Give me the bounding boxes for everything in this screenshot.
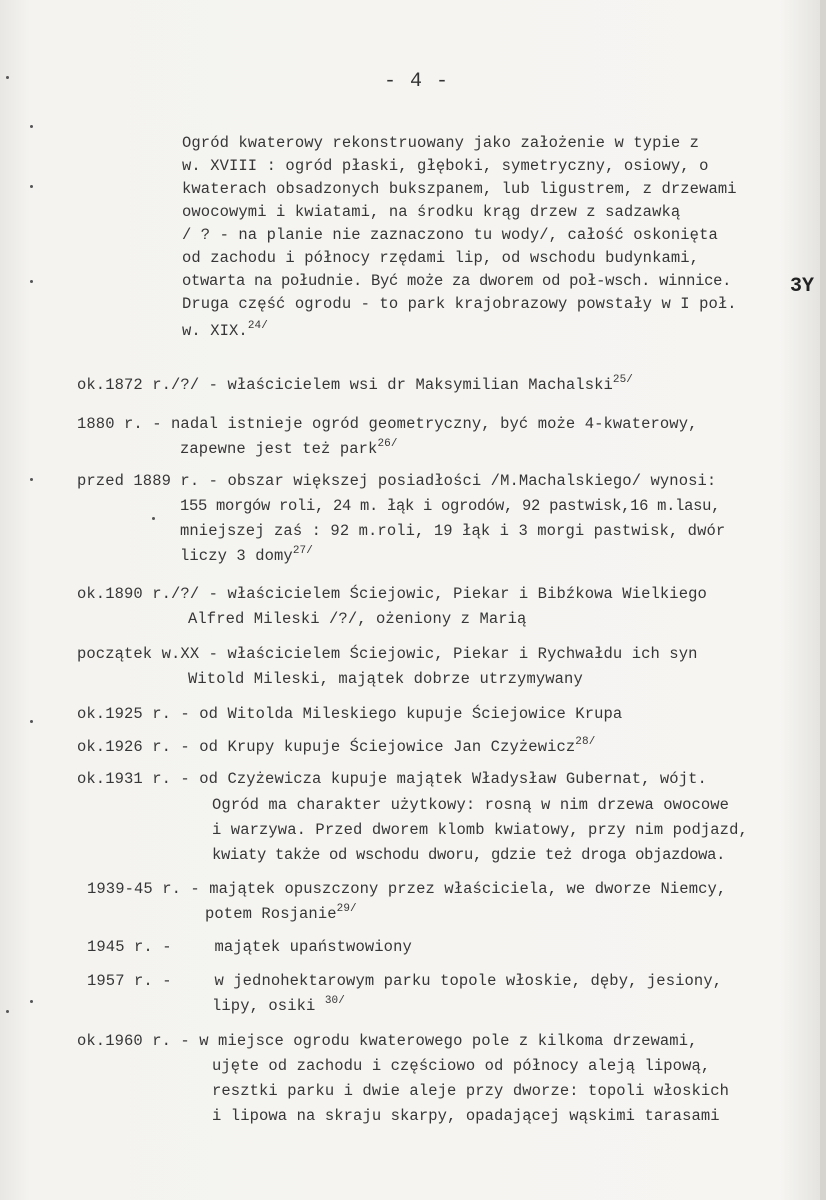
entry-date: ok.1926 r. - [77, 738, 190, 756]
scan-speck [30, 1000, 33, 1003]
scan-speck [152, 517, 155, 520]
footnote-ref: 27/ [292, 545, 313, 557]
entry-text: obszar większej posiadłości /M.Machalskiego/ wynosi: [227, 472, 717, 490]
footnote-ref: 28/ [575, 736, 596, 748]
chronology-entry [77, 376, 633, 394]
entry-text: właścicielem Ściejowic, Piekar i Bibźkowa Wielkiego [227, 585, 707, 603]
footnote-ref: 24/ [247, 320, 268, 332]
page-edge-shadow [820, 0, 826, 1200]
entry-text: lipy, osiki [212, 997, 316, 1015]
intro-line: w. XVIII : ogród płaski, głęboki, symetryczny, osiowy, o [182, 157, 709, 175]
entry-date: ok.1960 r. - [77, 1032, 190, 1050]
entry-text: majątek opuszczony przez właściciela, we dworze Niemcy, [209, 880, 727, 898]
page-number: - 4 - [384, 70, 450, 93]
intro-line: kwaterach obsadzonych bukszpanem, lub ligustrem, z drzewami [182, 180, 737, 198]
entry-text: potem Rosjanie [205, 905, 337, 923]
entry-date: początek w.XX - [77, 645, 219, 663]
chronology-entry [87, 880, 726, 898]
entry-text-continuation: i warzywa. Przed dworem klomb kwiatowy, przy nim podjazd, [212, 821, 748, 839]
entry-text-continuation [180, 440, 398, 458]
entry-text-continuation: 155 morgów roli, 24 m. łąk i ogrodów, 92 pastwisk,16 m.lasu, [180, 497, 721, 515]
scan-speck [30, 478, 33, 481]
entry-date: ok.1872 r./?/ - [77, 376, 219, 394]
entry-text: od Czyżewicza kupuje majątek Władysław Gubernat, wójt. [199, 770, 707, 788]
scan-speck [6, 1010, 9, 1013]
intro-last-text: w. XIX. [182, 322, 248, 340]
entry-text: w miejsce ogrodu kwaterowego pole z kilkoma drzewami, [199, 1032, 698, 1050]
chronology-entry [77, 705, 622, 723]
footnote-ref: 30/ [324, 995, 345, 1007]
entry-text: liczy 3 domy [180, 547, 293, 565]
intro-line: / ? - na planie nie zaznaczono tu wody/, całość oskonięta [182, 226, 718, 244]
footnote-ref: 25/ [612, 374, 634, 386]
chronology-entry [87, 938, 412, 956]
entry-text-continuation: Alfred Mileski /?/, ożeniony z Marią [188, 610, 527, 628]
entry-date: ok.1925 r. - [77, 705, 190, 723]
entry-text-continuation: ujęte od zachodu i częściowo od północy aleją lipową, [212, 1057, 711, 1075]
entry-text: w jednohektarowym parku topole włoskie, dęby, jesiony, [214, 972, 723, 990]
entry-text: właścicielem Ściejowic, Piekar i Rychwałdu ich syn [227, 645, 698, 663]
entry-date: 1880 r. - [77, 415, 162, 433]
entry-text-continuation [205, 905, 357, 923]
chronology-entry [77, 738, 595, 756]
intro-line: Druga część ogrodu - to park krajobrazowy powstały w I poł. [182, 295, 737, 313]
entry-text: od Krupy kupuje Ściejowice Jan Czyżewicz [199, 738, 576, 756]
entry-text: nadal istnieje ogród geometryczny, być może 4-kwaterowy, [171, 415, 698, 433]
entry-text: zapewne jest też park [180, 440, 378, 458]
chronology-entry [77, 585, 707, 603]
intro-line: otwarta na południe. Być może za dworem od poł-wsch. winnice. [182, 272, 732, 290]
intro-line [182, 322, 268, 340]
chronology-entry [87, 972, 722, 990]
entry-text-continuation [180, 547, 313, 565]
scan-speck [30, 280, 33, 283]
entry-date: 1939-45 r. - [87, 880, 200, 898]
entry-date: 1945 r. - [87, 938, 172, 956]
chronology-entry [77, 472, 716, 490]
entry-date: ok.1931 r. - [77, 770, 190, 788]
chronology-entry [77, 770, 707, 788]
entry-text: majątek upaństwowiony [214, 938, 412, 956]
entry-text-continuation: mniejszej zaś : 92 m.roli, 19 łąk i 3 morgi pastwisk, dwór [180, 522, 726, 540]
chronology-entry [77, 1032, 698, 1050]
entry-date: przed 1889 r. - [77, 472, 219, 490]
margin-annotation: 3Y [790, 275, 815, 298]
entry-text: od Witolda Mileskiego kupuje Ściejowice Krupa [199, 705, 623, 723]
entry-text-continuation: Witold Mileski, majątek dobrze utrzymywany [188, 670, 583, 688]
intro-line: Ogród kwaterowy rekonstruowany jako założenie w typie z [182, 134, 700, 152]
entry-text: właścicielem wsi dr Maksymilian Machalski [227, 376, 613, 394]
entry-text-continuation: resztki parku i dwie aleje przy dworze: topoli włoskich [212, 1082, 730, 1100]
entry-text-continuation [212, 997, 345, 1015]
scan-speck [30, 125, 33, 128]
scan-speck [30, 185, 33, 188]
scan-speck [6, 76, 9, 79]
entry-date: 1957 r. - [87, 972, 172, 990]
footnote-ref: 26/ [377, 438, 398, 450]
scan-speck [30, 720, 33, 723]
intro-line: owocowymi i kwiatami, na środku krąg drzew z sadzawką [182, 203, 681, 221]
entry-date: ok.1890 r./?/ - [77, 585, 219, 603]
entry-text-continuation: kwiaty także od wschodu dworu, gdzie też droga objazdowa. [212, 846, 726, 864]
intro-line: od zachodu i północy rzędami lip, od wschodu budynkami, [182, 249, 700, 267]
footnote-ref: 29/ [336, 903, 357, 915]
entry-text-continuation: i lipowa na skraju skarpy, opadającej wąskimi tarasami [212, 1107, 720, 1125]
chronology-entry [77, 645, 698, 663]
entry-text-continuation: Ogród ma charakter użytkowy: rosną w nim drzewa owocowe [212, 796, 730, 814]
chronology-entry [77, 415, 698, 433]
